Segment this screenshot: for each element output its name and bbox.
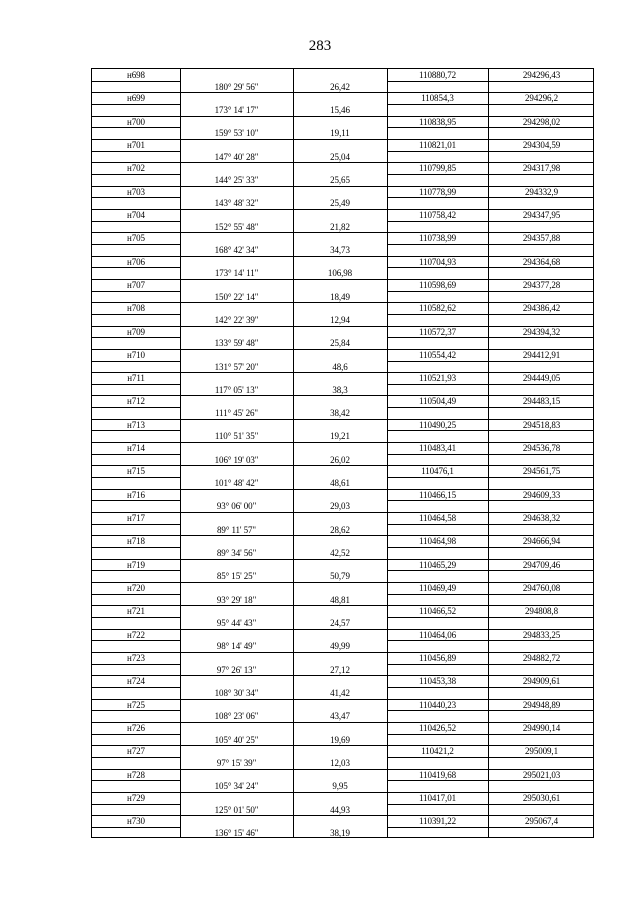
- segment-length: 15,46: [330, 104, 350, 115]
- segment-length: 43,47: [330, 711, 350, 722]
- x-coordinate: 110799,85: [418, 163, 457, 174]
- row-divider: [92, 291, 180, 292]
- row-divider: [387, 734, 593, 735]
- segment-length: 19,69: [330, 734, 350, 745]
- row-divider: [92, 594, 180, 595]
- x-coordinate: 110521,93: [418, 373, 457, 384]
- segment-length: 12,03: [330, 757, 350, 768]
- y-coordinate: 294394,32: [522, 326, 561, 337]
- y-coordinate: 294357,88: [522, 233, 561, 244]
- segment-length: 12,94: [330, 314, 350, 325]
- row-divider: [387, 314, 593, 315]
- direction-angle: 101° 48' 42": [214, 478, 259, 489]
- segment-length: 24,57: [330, 618, 350, 629]
- point-name: н730: [127, 816, 145, 827]
- coordinates-table: [91, 68, 594, 838]
- x-coordinate: 110582,62: [418, 303, 457, 314]
- x-coordinate: 110554,42: [418, 349, 457, 360]
- x-coordinate: 110880,72: [418, 70, 457, 80]
- row-divider: [387, 337, 593, 338]
- row-divider: [387, 640, 593, 641]
- direction-angle: 106° 19' 03": [214, 454, 259, 465]
- row-divider: [387, 524, 593, 525]
- row-divider: [92, 477, 180, 478]
- point-name: н716: [127, 489, 145, 500]
- direction-angle: 89° 34' 56": [216, 548, 257, 559]
- point-name: н711: [127, 373, 145, 384]
- row-divider: [387, 757, 593, 758]
- point-name: н725: [127, 699, 145, 710]
- segment-length: 38,19: [330, 827, 350, 838]
- point-name: н715: [127, 466, 145, 477]
- row-divider: [387, 570, 593, 571]
- segment-length: 19,21: [330, 431, 350, 442]
- y-coordinate: 294347,95: [522, 209, 561, 220]
- y-coordinate: 294709,46: [522, 559, 561, 570]
- y-coordinate: 294449,05: [522, 373, 561, 384]
- row-divider: [92, 570, 180, 571]
- direction-angle: 144° 25' 33": [214, 174, 259, 185]
- point-name: н723: [127, 653, 145, 663]
- x-coordinate: 110391,22: [418, 816, 457, 827]
- row-divider: [92, 81, 180, 82]
- y-coordinate: 295067,4: [525, 816, 558, 827]
- y-coordinate: 295030,61: [522, 792, 561, 803]
- point-name: н703: [127, 186, 145, 197]
- point-name: н714: [127, 443, 145, 454]
- row-divider: [387, 197, 593, 198]
- direction-angle: 173° 14' 17": [214, 104, 259, 115]
- row-divider: [92, 151, 180, 152]
- row-divider: [92, 710, 180, 711]
- row-divider: [92, 734, 180, 735]
- row-divider: [92, 267, 180, 268]
- segment-length: 48,81: [330, 594, 350, 605]
- direction-angle: 98° 14' 49": [216, 641, 257, 652]
- x-coordinate: 110778,99: [418, 186, 457, 197]
- x-coordinate: 110490,25: [418, 419, 457, 430]
- direction-angle: 133° 59' 48": [214, 338, 259, 349]
- row-divider: [387, 174, 593, 175]
- y-coordinate: 294609,33: [522, 489, 561, 500]
- direction-angle: 108° 30' 34": [214, 687, 259, 698]
- y-coordinate: 294808,8: [525, 606, 558, 617]
- y-coordinate: 294909,61: [522, 676, 561, 687]
- x-coordinate: 110453,38: [418, 676, 457, 687]
- x-coordinate: 110704,93: [418, 256, 457, 267]
- x-coordinate: 110466,15: [418, 489, 457, 500]
- x-coordinate: 110469,49: [418, 583, 457, 594]
- row-divider: [92, 104, 180, 105]
- y-coordinate: 294317,98: [522, 163, 561, 174]
- direction-angle: 136° 15' 46": [214, 827, 259, 838]
- row-divider: [92, 664, 180, 665]
- direction-angle: 97° 15' 39": [216, 757, 257, 768]
- row-divider: [92, 337, 180, 338]
- row-divider: [92, 221, 180, 222]
- y-coordinate: 294298,02: [522, 116, 561, 127]
- y-coordinate: 294561,75: [522, 466, 561, 477]
- point-name: н706: [127, 256, 145, 267]
- direction-angle: 108° 23' 06": [214, 711, 259, 722]
- y-coordinate: 294296,43: [522, 70, 561, 80]
- point-name: н724: [127, 676, 145, 687]
- direction-angle: 93° 29' 18": [216, 594, 257, 605]
- x-coordinate: 110821,01: [418, 139, 457, 150]
- row-divider: [92, 500, 180, 501]
- point-name: н718: [127, 536, 145, 547]
- point-name: н727: [127, 746, 145, 757]
- segment-length: 18,49: [330, 291, 350, 302]
- direction-angle: 111° 45' 26": [214, 408, 259, 419]
- direction-angle: 159° 53' 10": [214, 128, 259, 139]
- point-name: н700: [127, 116, 145, 127]
- direction-angle: 93° 06' 00": [216, 501, 257, 512]
- row-divider: [387, 710, 593, 711]
- row-divider: [92, 407, 180, 408]
- y-coordinate: 294760,08: [522, 583, 561, 594]
- row-divider: [387, 267, 593, 268]
- y-coordinate: 294666,94: [522, 536, 561, 547]
- segment-length: 34,73: [330, 244, 350, 255]
- row-divider: [92, 430, 180, 431]
- row-divider: [387, 547, 593, 548]
- direction-angle: 131° 57' 20": [214, 361, 259, 372]
- point-name: н713: [127, 419, 145, 430]
- point-name: н720: [127, 583, 145, 594]
- segment-length: 48,61: [330, 478, 350, 489]
- point-name: н702: [127, 163, 145, 174]
- direction-angle: 147° 40' 28": [214, 151, 259, 162]
- row-divider: [387, 384, 593, 385]
- segment-length: 41,42: [330, 687, 350, 698]
- row-divider: [387, 664, 593, 665]
- segment-length: 49,99: [330, 641, 350, 652]
- segment-length: 50,79: [330, 571, 350, 582]
- segment-length: 25,49: [330, 198, 350, 209]
- direction-angle: 95° 44' 43": [216, 618, 257, 629]
- x-coordinate: 110426,52: [418, 722, 457, 733]
- row-divider: [387, 594, 593, 595]
- segment-length: 25,04: [330, 151, 350, 162]
- segment-length: 29,03: [330, 501, 350, 512]
- segment-length: 25,84: [330, 338, 350, 349]
- y-coordinate: 294483,15: [522, 396, 561, 407]
- y-coordinate: 294412,91: [522, 349, 561, 360]
- row-divider: [92, 804, 180, 805]
- direction-angle: 117° 05' 13": [214, 384, 259, 395]
- segment-length: 106,98: [327, 268, 353, 279]
- segment-length: 19,11: [330, 128, 350, 139]
- x-coordinate: 110419,68: [418, 769, 457, 780]
- segment-length: 26,42: [330, 81, 350, 92]
- direction-angle: 125° 01' 50": [214, 804, 259, 815]
- y-coordinate: 294332,9: [525, 186, 558, 197]
- point-name: н699: [127, 93, 145, 104]
- y-coordinate: 294386,42: [522, 303, 561, 314]
- y-coordinate: 295009,1: [525, 746, 558, 757]
- x-coordinate: 110504,49: [418, 396, 457, 407]
- y-coordinate: 294833,25: [522, 629, 561, 640]
- direction-angle: 89° 11' 57": [217, 524, 256, 535]
- row-divider: [387, 430, 593, 431]
- y-coordinate: 294882,72: [522, 653, 561, 663]
- point-name: н722: [127, 629, 145, 640]
- direction-angle: 105° 40' 25": [214, 734, 259, 745]
- direction-angle: 173° 14' 11": [214, 268, 259, 279]
- row-divider: [387, 804, 593, 805]
- y-coordinate: 294304,59: [522, 139, 561, 150]
- row-divider: [387, 454, 593, 455]
- row-divider: [92, 454, 180, 455]
- y-coordinate: 294536,78: [522, 443, 561, 454]
- direction-angle: 142° 22' 39": [214, 314, 259, 325]
- point-name: н721: [127, 606, 145, 617]
- y-coordinate: 294296,2: [525, 93, 558, 104]
- row-divider: [92, 687, 180, 688]
- segment-length: 9,95: [332, 781, 348, 792]
- segment-length: 38,3: [332, 384, 348, 395]
- segment-length: 26,02: [330, 454, 350, 465]
- row-divider: [92, 547, 180, 548]
- row-divider: [92, 617, 180, 618]
- x-coordinate: 110464,98: [418, 536, 457, 547]
- point-name: н729: [127, 792, 145, 803]
- x-coordinate: 110440,23: [418, 699, 457, 710]
- row-divider: [92, 361, 180, 362]
- x-coordinate: 110598,69: [418, 279, 457, 290]
- row-divider: [387, 361, 593, 362]
- point-name: н712: [127, 396, 145, 407]
- y-coordinate: 294518,83: [522, 419, 561, 430]
- x-coordinate: 110738,99: [418, 233, 457, 244]
- x-coordinate: 110466,52: [418, 606, 457, 617]
- row-divider: [387, 477, 593, 478]
- row-divider: [387, 127, 593, 128]
- row-divider: [387, 500, 593, 501]
- y-coordinate: 294638,32: [522, 513, 561, 524]
- row-divider: [387, 81, 593, 82]
- row-divider: [387, 151, 593, 152]
- row-divider: [92, 174, 180, 175]
- row-divider: [92, 780, 180, 781]
- x-coordinate: 110572,37: [418, 326, 457, 337]
- segment-length: 21,82: [330, 221, 350, 232]
- row-divider: [92, 314, 180, 315]
- x-coordinate: 110464,58: [418, 513, 457, 524]
- direction-angle: 105° 34' 24": [214, 781, 259, 792]
- row-divider: [92, 244, 180, 245]
- y-coordinate: 294377,28: [522, 279, 561, 290]
- x-coordinate: 110483,41: [418, 443, 457, 454]
- x-coordinate: 110456,89: [418, 653, 457, 663]
- segment-length: 28,62: [330, 524, 350, 535]
- direction-angle: 152° 55' 48": [214, 221, 259, 232]
- direction-angle: 110° 51' 35": [214, 431, 259, 442]
- row-divider: [92, 827, 180, 828]
- point-name: н707: [127, 279, 145, 290]
- direction-angle: 168° 42' 34": [214, 244, 259, 255]
- y-coordinate: 294990,14: [522, 722, 561, 733]
- point-name: н705: [127, 233, 145, 244]
- x-coordinate: 110476,1: [421, 466, 454, 477]
- row-divider: [92, 197, 180, 198]
- x-coordinate: 110421,2: [421, 746, 454, 757]
- row-divider: [92, 757, 180, 758]
- direction-angle: 143° 48' 32": [214, 198, 259, 209]
- x-coordinate: 110417,01: [418, 792, 457, 803]
- page-number: 283: [308, 38, 332, 54]
- point-name: н710: [127, 349, 145, 360]
- direction-angle: 150° 22' 14": [214, 291, 259, 302]
- direction-angle: 97° 26' 13": [216, 664, 257, 675]
- row-divider: [92, 640, 180, 641]
- segment-length: 48,6: [332, 361, 348, 372]
- row-divider: [387, 244, 593, 245]
- point-name: н701: [127, 139, 145, 150]
- segment-length: 27,12: [330, 664, 350, 675]
- x-coordinate: 110465,29: [418, 559, 457, 570]
- row-divider: [387, 687, 593, 688]
- row-divider: [387, 780, 593, 781]
- row-divider: [387, 827, 593, 828]
- point-name: н726: [127, 722, 145, 733]
- point-name: н728: [127, 769, 145, 780]
- segment-length: 38,42: [330, 408, 350, 419]
- point-name: н709: [127, 326, 145, 337]
- segment-length: 42,52: [330, 548, 350, 559]
- row-divider: [387, 291, 593, 292]
- segment-length: 44,93: [330, 804, 350, 815]
- row-divider: [387, 221, 593, 222]
- row-divider: [387, 104, 593, 105]
- direction-angle: 85° 15' 25": [216, 571, 257, 582]
- x-coordinate: 110758,42: [418, 209, 457, 220]
- row-divider: [92, 384, 180, 385]
- direction-angle: 180° 29' 56": [214, 81, 259, 92]
- point-name: н708: [127, 303, 145, 314]
- row-divider: [92, 127, 180, 128]
- x-coordinate: 110838,95: [418, 116, 457, 127]
- y-coordinate: 294364,68: [522, 256, 561, 267]
- x-coordinate: 110464,06: [418, 629, 457, 640]
- point-name: н719: [127, 559, 145, 570]
- point-name: н704: [127, 209, 145, 220]
- row-divider: [387, 407, 593, 408]
- segment-length: 25,65: [330, 174, 350, 185]
- row-divider: [92, 524, 180, 525]
- point-name: н698: [127, 70, 145, 80]
- y-coordinate: 294948,89: [522, 699, 561, 710]
- y-coordinate: 295021,03: [522, 769, 561, 780]
- point-name: н717: [127, 513, 145, 524]
- row-divider: [387, 617, 593, 618]
- x-coordinate: 110854,3: [421, 93, 454, 104]
